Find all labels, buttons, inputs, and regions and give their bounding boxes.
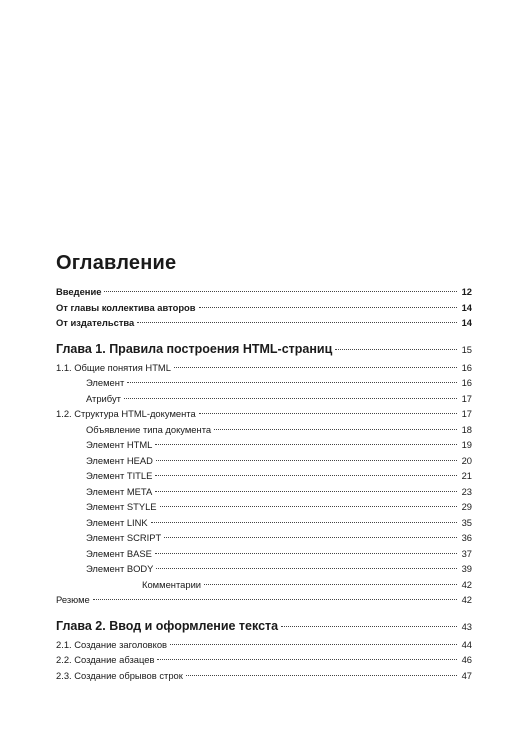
toc-entry[interactable] (56, 515, 472, 531)
toc-page-number: 21 (461, 470, 472, 481)
toc-entry-label: Введение (56, 286, 102, 297)
toc-page-number: 42 (461, 578, 472, 590)
toc-page-number: 17 (461, 408, 472, 419)
toc-page-number: 14 (461, 301, 472, 313)
toc-entry-label: Атрибут (86, 392, 121, 404)
toc-page-number: 46 (461, 654, 472, 665)
toc-entry-label: От издательства (56, 317, 135, 328)
toc-page-number: 16 (461, 377, 472, 388)
toc-page-number: 18 (461, 423, 472, 435)
dot-leader (160, 506, 457, 507)
toc-entry[interactable] (56, 406, 472, 422)
toc-entry[interactable] (56, 468, 472, 484)
toc-entry-label: 2.3. Создание обрывов строк (56, 669, 183, 681)
toc-entry[interactable] (56, 592, 472, 608)
toc-entry-label: 1.2. Структура HTML-документа (56, 408, 196, 419)
toc-entry-label: Комментарии (142, 578, 202, 590)
toc-page-number: 36 (461, 532, 472, 543)
dot-leader (151, 522, 457, 523)
toc-page-number: 35 (461, 516, 472, 528)
toc-entry[interactable] (56, 499, 472, 515)
toc-chapter-heading[interactable] (56, 339, 472, 359)
toc-entry-introduction[interactable] (56, 284, 472, 300)
toc-entry[interactable] (56, 437, 472, 453)
dot-leader (155, 444, 457, 445)
toc-entry[interactable] (56, 360, 472, 376)
toc-page-number: 19 (461, 439, 472, 450)
toc-page-number: 42 (461, 594, 472, 605)
toc-page-number: 12 (461, 286, 472, 297)
toc-entry-from-authors[interactable] (56, 300, 472, 316)
toc-entry-label: Элемент TITLE (86, 470, 153, 481)
table-of-contents (56, 284, 472, 683)
toc-entry-label: Элемент STYLE (86, 501, 157, 512)
toc-page-number: 17 (461, 392, 472, 404)
dot-leader (137, 322, 457, 323)
dot-leader (199, 307, 457, 308)
dot-leader (156, 460, 457, 461)
dot-leader (155, 475, 457, 476)
toc-page-number: 44 (461, 638, 472, 650)
dot-leader (170, 644, 457, 645)
toc-entry-label: 1.1. Общие понятия HTML (56, 361, 171, 373)
dot-leader (93, 599, 457, 600)
dot-leader (104, 291, 457, 292)
dot-leader (214, 429, 457, 430)
dot-leader (155, 491, 457, 492)
toc-entry-label: Элемент HTML (86, 439, 153, 450)
toc-page-number: 15 (461, 343, 472, 355)
toc-entry[interactable] (56, 530, 472, 546)
toc-page-number: 23 (461, 485, 472, 497)
dot-leader (281, 626, 457, 627)
toc-entry-from-publisher[interactable] (56, 315, 472, 331)
toc-entry-label: Элемент META (86, 485, 153, 497)
toc-entry[interactable] (56, 561, 472, 577)
toc-entry[interactable] (56, 391, 472, 407)
dot-leader (186, 675, 457, 676)
page-title: Оглавление (56, 252, 177, 274)
toc-entry-label: Элемент (86, 377, 125, 388)
dot-leader (157, 659, 457, 660)
toc-page-number: 37 (461, 547, 472, 559)
dot-leader (199, 413, 457, 414)
toc-entry-label: От главы коллектива авторов (56, 301, 196, 313)
toc-page-number: 20 (461, 454, 472, 466)
toc-entry[interactable] (56, 484, 472, 500)
toc-entry[interactable] (56, 668, 472, 684)
dot-leader (124, 398, 457, 399)
toc-entry-label: Резюме (56, 594, 90, 605)
toc-entry-label: Элемент HEAD (86, 454, 153, 466)
dot-leader (156, 568, 457, 569)
toc-entry-label: 2.1. Создание заголовков (56, 638, 168, 650)
dot-leader (164, 537, 457, 538)
toc-entry[interactable] (56, 652, 472, 668)
toc-chapter-label: Глава 1. Правила построения HTML-страниц (56, 341, 333, 356)
dot-leader (127, 382, 457, 383)
toc-entry-label: Элемент BODY (86, 563, 154, 574)
toc-entry-label: Объявление типа документа (86, 423, 212, 435)
dot-leader (155, 553, 457, 554)
toc-entry-label: Элемент LINK (86, 516, 148, 528)
toc-entry-label: 2.2. Создание абзацев (56, 654, 155, 665)
toc-page-number: 39 (461, 563, 472, 574)
toc-entry[interactable] (56, 422, 472, 438)
toc-entry-label: Элемент BASE (86, 547, 152, 559)
toc-entry[interactable] (56, 637, 472, 653)
dot-leader (174, 367, 457, 368)
toc-entry-label: Элемент SCRIPT (86, 532, 162, 543)
toc-entry[interactable] (56, 375, 472, 391)
toc-entry[interactable] (56, 577, 472, 593)
toc-page-number: 43 (461, 620, 472, 632)
toc-entry[interactable] (56, 453, 472, 469)
toc-page-number: 29 (461, 501, 472, 512)
toc-page-number: 16 (461, 361, 472, 373)
toc-chapter-heading[interactable] (56, 616, 472, 636)
toc-page-number: 14 (461, 317, 472, 328)
dot-leader (335, 349, 457, 350)
toc-page-number: 47 (461, 669, 472, 681)
toc-entry[interactable] (56, 546, 472, 562)
toc-chapter-label: Глава 2. Ввод и оформление текста (56, 618, 279, 633)
chapter-list (56, 339, 472, 684)
dot-leader (204, 584, 457, 585)
